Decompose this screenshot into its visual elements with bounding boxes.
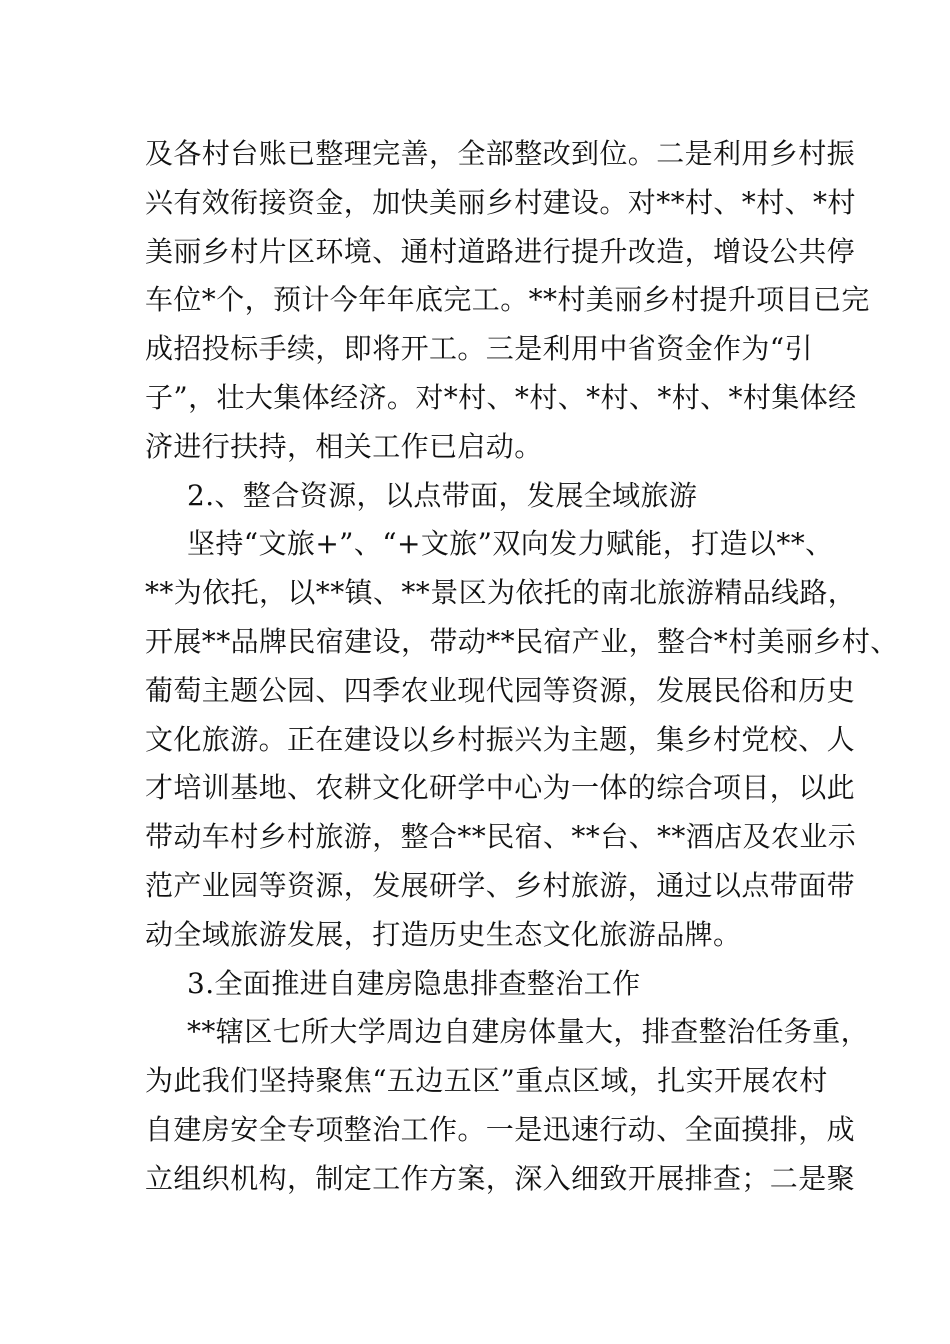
- paragraph-line: 自建房安全专项整治工作。一是迅速行动、全面摸排，成: [145, 1112, 856, 1146]
- paragraph-line: 范产业园等资源，发展研学、乡村旅游，通过以点带面带: [145, 868, 856, 902]
- body-text: [145, 130, 899, 1204]
- paragraph-line: 动全域旅游发展，打造历史生态文化旅游品牌。: [145, 917, 742, 951]
- section-heading-3: 3.全面推进自建房隐患排查整治工作: [187, 966, 641, 1000]
- paragraph-line: 济进行扶持，相关工作已启动。: [145, 429, 543, 463]
- paragraph-line: 子”，壮大集体经济。对*村、*村、*村、*村、*村集体经: [145, 380, 857, 414]
- paragraph-line: 坚持“文旅+”、“+文旅”双向发力赋能，打造以**、: [187, 527, 834, 561]
- section-heading-2: 2.、整合资源，以点带面，发展全域旅游: [187, 478, 698, 512]
- paragraph-line: 成招投标手续，即将开工。三是利用中省资金作为“引: [145, 332, 813, 366]
- paragraph-line: 兴有效衔接资金，加快美丽乡村建设。对**村、*村、*村: [145, 185, 856, 219]
- paragraph-line: 葡萄主题公园、四季农业现代园等资源，发展民俗和历史: [145, 673, 856, 707]
- paragraph-line: 带动车村乡村旅游，整合**民宿、**台、**酒店及农业示: [145, 820, 857, 854]
- paragraph-line: 及各村台账已整理完善，全部整改到位。二是利用乡村振: [145, 137, 856, 170]
- paragraph-line: **辖区七所大学周边自建房体量大，排查整治任务重，: [187, 1015, 870, 1049]
- paragraph-line: 美丽乡村片区环境、通村道路进行提升改造，增设公共停: [145, 234, 856, 268]
- paragraph-line: 才培训基地、农耕文化研学中心为一体的综合项目，以此: [145, 771, 856, 805]
- paragraph-line: **为依托，以**镇、**景区为依托的南北旅游精品线路，: [145, 576, 857, 610]
- paragraph-line: 开展**品牌民宿建设，带动**民宿产业，整合*村美丽乡村、: [145, 624, 899, 658]
- paragraph-line: 车位*个，预计今年年底完工。**村美丽乡村提升项目已完: [145, 283, 870, 317]
- paragraph-line: 立组织机构，制定工作方案，深入细致开展排查；二是聚: [145, 1161, 856, 1195]
- paragraph-line: 为此我们坚持聚焦“五边五区”重点区域，扎实开展农村: [145, 1064, 828, 1098]
- paragraph-line: 文化旅游。正在建设以乡村振兴为主题，集乡村党校、人: [145, 722, 856, 756]
